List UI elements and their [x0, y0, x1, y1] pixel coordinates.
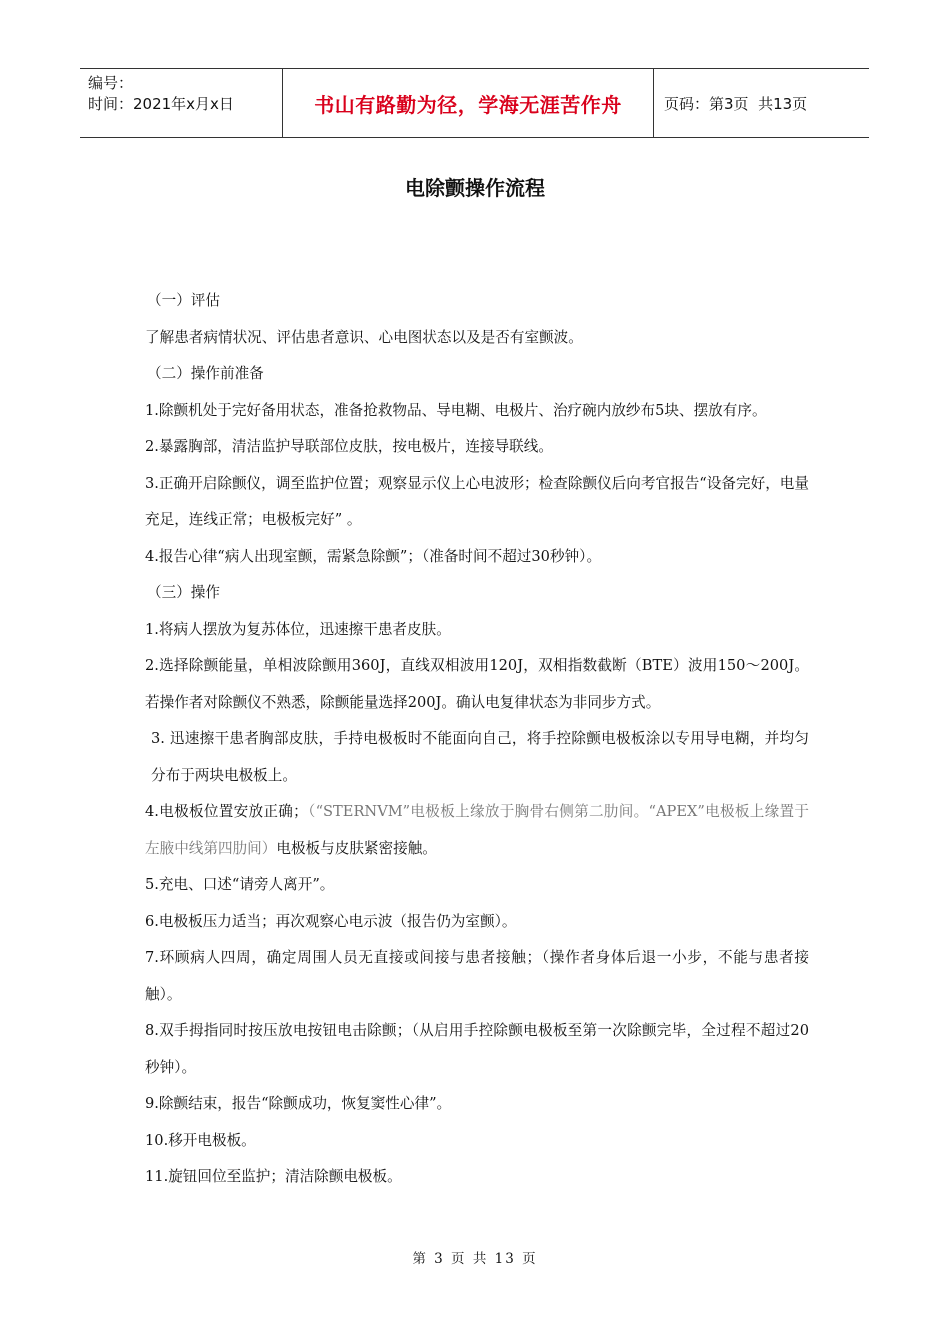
paragraph: 2.暴露胸部，清洁监护导联部位皮肤，按电极片，连接导联线。 — [145, 438, 553, 455]
paragraph: 4.报告心律“病人出现室颤，需紧急除颤”；（准备时间不超过30秒钟）。 — [145, 547, 602, 565]
paragraph: 6.电极板压力适当；再次观察心电示波（报告仍为室颤）。 — [145, 912, 517, 930]
number-label: 编号： — [88, 74, 134, 92]
section-heading: （三）操作 — [147, 584, 220, 601]
document-body — [145, 283, 809, 1196]
paragraph: 10.移开电极板。 — [145, 1131, 256, 1149]
header-motto: 书山有路勤为径，学海无涯苦作舟 — [282, 69, 654, 137]
paragraph: 5.充电、口述“请旁人离开”。 — [145, 876, 335, 893]
paragraph-part: 4.电极板位置安放正确； — [145, 803, 308, 820]
page-footer: 第 3 页 共 13 页 — [412, 1251, 538, 1267]
paragraph: 1.除颤机处于完好备用状态，准备抢救物品、导电糊、电极片、治疗碗内放纱布5块、摆放有序。 — [145, 401, 767, 419]
paragraph-part: 电极板与皮肤紧密接触。 — [276, 839, 437, 857]
paragraph: 了解患者病情状况、评估患者意识、心电图状态以及是否有室颤波。 — [145, 328, 583, 346]
time-label: 时间：2021年x月x日 — [88, 95, 234, 113]
document-title: 电除颤操作流程 — [405, 176, 545, 200]
paragraph — [145, 794, 809, 867]
paragraph: 8.双手拇指同时按压放电按钮电击除颤；（从启用手控除颤电极板至第一次除颤完毕，全过程不超过20秒钟）。 — [145, 1022, 809, 1076]
electrode-placement-note: （“STERNVM”电极板上缘放于胸骨右侧第二肋间。“APEX”电极板上缘置于左腋中线第四肋间） — [145, 803, 809, 857]
section-heading: （二）操作前准备 — [147, 365, 264, 382]
paragraph: 7.环顾病人四周，确定周围人员无直接或间接与患者接触；（操作者身体后退一小步，不能与患者接触）。 — [145, 949, 809, 1003]
paragraph: 3.正确开启除颤仪，调至监护位置；观察显示仪上心电波形；检查除颤仪后向考官报告“设备完好，电量充足，连线正常；电极板完好” 。 — [145, 474, 809, 528]
paragraph: 3. 迅速擦干患者胸部皮肤，手持电极板时不能面向自己，将手控除颤电极板涂以专用导电糊，并均匀分布于两块电极板上。 — [151, 730, 809, 784]
paragraph: 1.将病人摆放为复苏体位，迅速擦干患者皮肤。 — [145, 620, 451, 638]
page-header — [80, 68, 869, 138]
header-meta — [80, 69, 282, 137]
paragraph: 2.选择除颤能量，单相波除颤用360J，直线双相波用120J，双相指数截断（BTE）波用150～200J。若操作者对除颤仪不熟悉，除颤能量选择200J。确认电复律状态为非同步方式。 — [145, 657, 809, 711]
header-page-number: 页码：第3页 共13页 — [664, 94, 808, 113]
section-heading: （一）评估 — [147, 292, 220, 309]
paragraph: 11.旋钮回位至监护；清洁除颤电极板。 — [145, 1168, 402, 1185]
paragraph: 9.除颤结束，报告“除颤成功，恢复窦性心律”。 — [145, 1095, 452, 1112]
